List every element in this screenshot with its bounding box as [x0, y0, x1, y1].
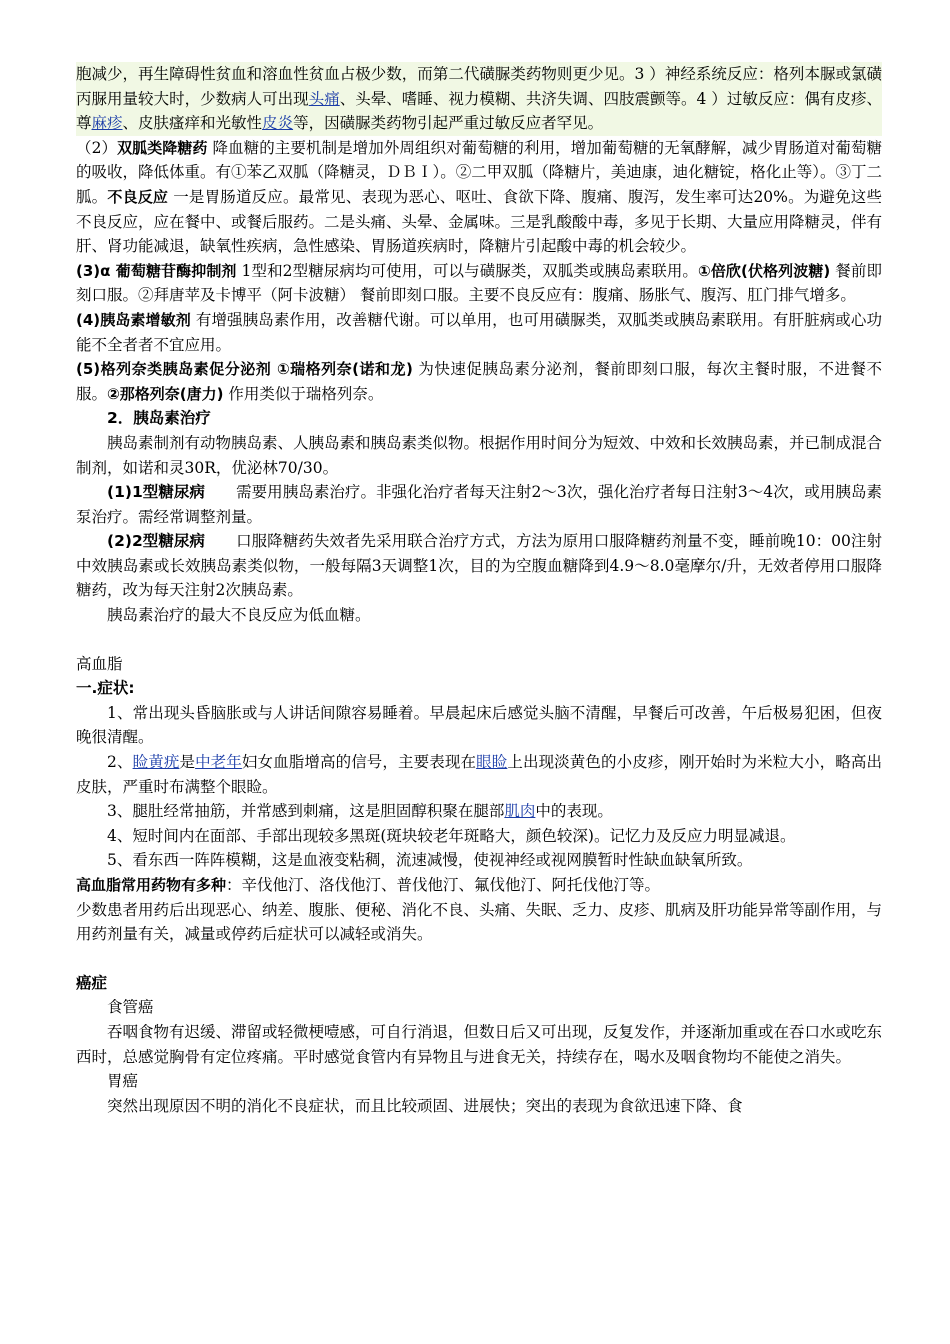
heading-glinides: (5)格列奈类胰岛素促分泌剂 ①瑞格列奈(诺和龙) [76, 360, 413, 379]
section-insulin-therapy: 2．胰岛素治疗 [107, 409, 211, 428]
list-item: 4、短时间内在面部、手部出现较多黑斑(斑块较老年斑略大，颜色较深)。记忆力及反应力明显减退。 [107, 826, 796, 845]
link-urticaria[interactable]: 麻疹 [91, 114, 123, 133]
list-item: 3、腿肚经常抽筋，并常感到刺痛，这是胆固醇积聚在腿部肌肉中的表现。 [107, 802, 613, 821]
heading-nateglinide: ②那格列奈(唐力) [107, 384, 224, 403]
section-title-hyperlipidemia: 高血脂 [76, 654, 123, 673]
paragraph-alpha-glucosidase: (3)α 葡萄糖苷酶抑制剂 1型和2型糖尿病均可使用，可以与磺脲类，双胍类或胰岛素联用。①倍欣(伏格列波糖) 餐前即刻口服。②拜唐苹及卡博平（阿卡波糖） 餐前即刻口服。主要不良反应有：腹痛、肠胀气、腹泻、肛门排气增多。 [76, 261, 882, 305]
link-middle-aged[interactable]: 中老年 [195, 753, 242, 772]
paragraph-sulfonylurea-side-effects: 胞减少，再生障碍性贫血和溶血性贫血占极少数，而第二代磺脲类药物则更少见。3 ）神经系统反应：格列本脲或氯磺丙脲用量较大时，少数病人可出现头痛、头晕、嗜睡、视力模糊、共济失调、四肢震颤等。4 ）过敏反应：偶有皮疹、尊麻疹、皮肤瘙痒和光敏性皮炎等，因磺脲类药物引起严重过敏反应者罕见。 [76, 62, 882, 136]
paragraph-esophageal-cancer: 吞咽食物有迟缓、滞留或轻微梗噎感，可自行消退，但数日后又可出现，反复发作，并逐渐加重或在吞口水或吃东西时，总感觉胸骨有定位疼痛。平时感觉食管内有异物且与进食无关，持续存在，喝水及咽食物均不能使之消失。 [76, 1022, 883, 1066]
link-eyelid[interactable]: 眼睑 [476, 753, 508, 772]
heading-lipid-drugs: 高血脂常用药物有多种 [76, 876, 227, 894]
subheading-gastric-cancer: 胃癌 [107, 1072, 139, 1091]
subheading-symptoms: 一.症状: [76, 679, 135, 698]
list-item: 2、睑黄疣是中老年妇女血脂增高的信号，主要表现在眼睑上出现淡黄色的小皮疹，刚开始时为米粒大小，略高出皮肤，严重时布满整个眼睑。 [76, 753, 882, 796]
heading-biguanides: 双胍类降糖药 [117, 138, 208, 157]
paragraph-glinides: (5)格列奈类胰岛素促分泌剂 ①瑞格列奈(诺和龙) 为快速促胰岛素分泌剂，餐前即刻口服，每次主餐时服，不进餐不服。②那格列奈(唐力) 作用类似于瑞格列奈。 [76, 360, 882, 403]
document-page [76, 62, 882, 1118]
link-muscle[interactable]: 肌肉 [504, 802, 536, 821]
paragraph-lipid-side-effects: 少数患者用药后出现恶心、纳差、腹胀、便秘、消化不良、头痛、失眠、乏力、皮疹、肌病及肝功能异常等副作用，与用药剂量有关，减量或停药后症状可以减轻或消失。 [76, 900, 883, 944]
heading-voglibose: ①倍欣(伏格列波糖) [698, 261, 831, 280]
link-dermatitis[interactable]: 皮炎 [262, 114, 294, 133]
link-headache[interactable]: 头痛 [308, 89, 340, 108]
link-xanthelasma[interactable]: 睑黄疣 [132, 753, 180, 772]
paragraph-lipid-drugs: 高血脂常用药物有多种：辛伐他汀、洛伐他汀、普伐他汀、氟伐他汀、阿托伐他汀等。 [76, 876, 661, 894]
heading-adverse-reactions: 不良反应 [107, 187, 169, 206]
paragraph-type1: (1)1型糖尿病 需要用胰岛素治疗。非强化治疗者每天注射2～3次，强化治疗者每日注射3～4次，或用胰岛素泵治疗。需经常调整剂量。 [76, 483, 882, 526]
paragraph-insulin-preparations: 胰岛素制剂有动物胰岛素、人胰岛素和胰岛素类似物。根据作用时间分为短效、中效和长效胰岛素，并已制成混合制剂，如诺和灵30R，优泌林70/30。 [76, 433, 883, 477]
paragraph-biguanides: （2）双胍类降糖药 降血糖的主要机制是增加外周组织对葡萄糖的利用，增加葡萄糖的无氧酵解，减少胃肠道对葡萄糖的吸收，降低体重。有①苯乙双胍（降糖灵，ＤＢＩ）。②二甲双胍（降糖片，美迪康，迪化糖锭，格化止等）。③丁二胍。不良反应 一是胃肠道反应。最常见、表现为恶心、呕吐、食欲下降、腹痛、腹泻，发生率可达20%。为避免这些不良反应，应在餐中、或餐后服药。二是头痛、头晕、金属味。三是乳酸酸中毒，多见于长期、大量应用降糖灵，伴有肝、肾功能减退，缺氧性疾病，急性感染、胃肠道疾病时，降糖片引起酸中毒的机会较少。 [76, 138, 883, 256]
paragraph-insulin-sensitizer: (4)胰岛素增敏剂 有增强胰岛素作用，改善糖代谢。可以单用，也可用磺脲类，双胍类或胰岛素联用。有肝脏病或心功能不全者者不宜应用。 [76, 310, 882, 354]
subheading-esophageal-cancer: 食管癌 [107, 998, 154, 1017]
heading-insulin-sensitizer: (4)胰岛素增敏剂 [76, 310, 191, 329]
paragraph-gastric-cancer: 突然出现原因不明的消化不良症状，而且比较顽固、进展快；突出的表现为食欲迅速下降、食 [107, 1096, 743, 1115]
section-title-cancer: 癌症 [76, 973, 108, 992]
list-item: 1、常出现头昏脑胀或与人讲话间隙容易睡着。早晨起床后感觉头脑不清醒，早餐后可改善，午后极易犯困，但夜晚很清醒。 [76, 703, 882, 747]
paragraph-type2: (2)2型糖尿病 口服降糖药失效者先采用联合治疗方式，方法为原用口服降糖药剂量不变，睡前晚10：00注射中效胰岛素或长效胰岛素类似物，一般每隔3天调整1次，目的为空腹血糖降到4.9～8.0毫摩尔/升，无效者停用口服降糖药，改为每天注射2次胰岛素。 [76, 532, 882, 600]
heading-alpha-glucosidase: (3)α 葡萄糖苷酶抑制剂 [76, 261, 237, 280]
list-item: 5、看东西一阵阵模糊，这是血液变粘稠，流速减慢，使视神经或视网膜暂时性缺血缺氧所致。 [107, 851, 753, 870]
paragraph-hypoglycemia: 胰岛素治疗的最大不良反应为低血糖。 [107, 606, 371, 625]
